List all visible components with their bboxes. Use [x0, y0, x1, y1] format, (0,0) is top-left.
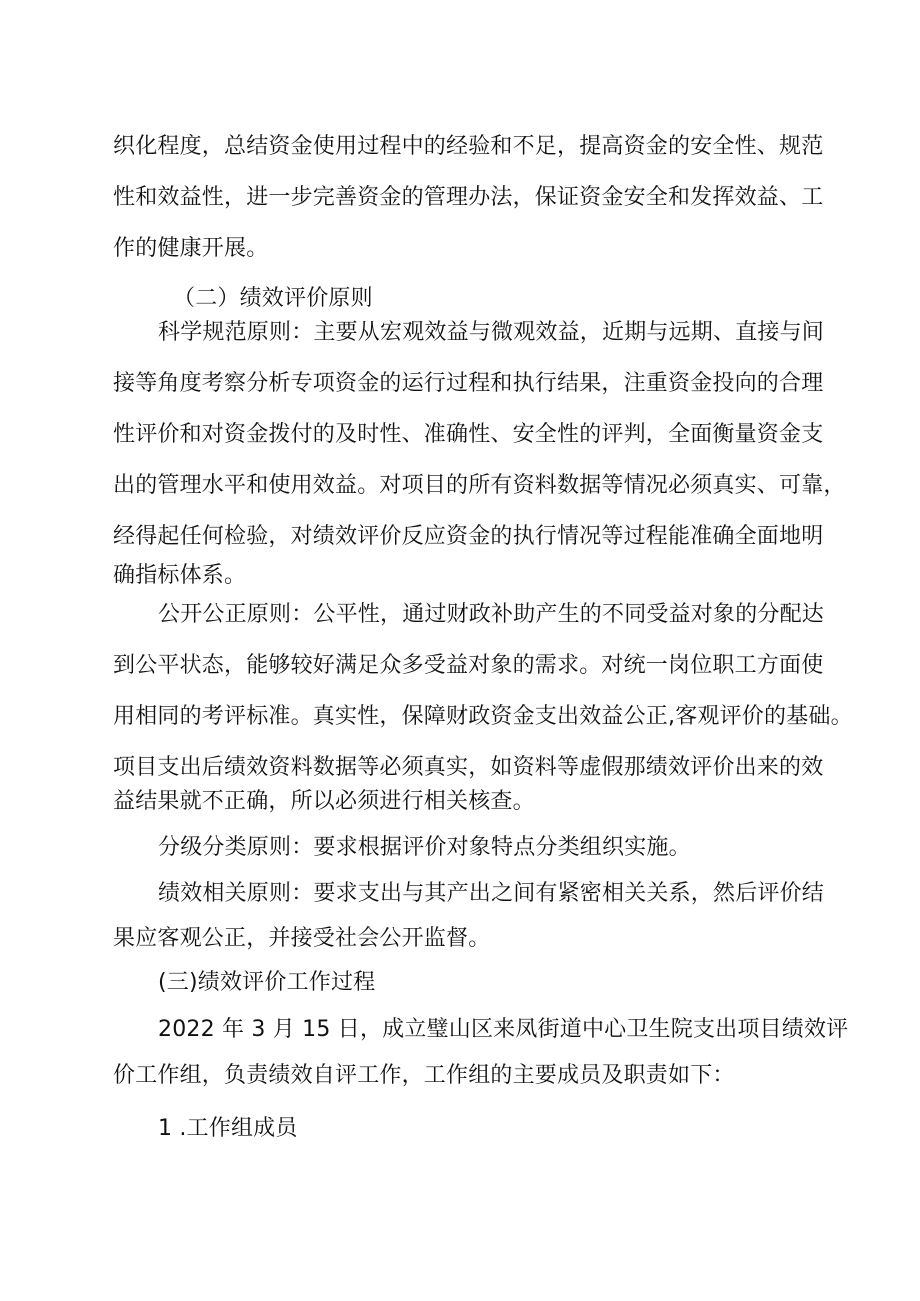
section-heading: (三)绩效评价工作过程	[158, 970, 376, 995]
text-line: 出的管理水平和使用效益。对项目的所有资料数据等情况必须真实、可靠，	[113, 473, 846, 498]
text-line: 价工作组，负责绩效自评工作，工作组的主要成员及职责如下：	[113, 1063, 735, 1088]
text-line: 绩效相关原则：要求支出与其产出之间有紧密相关关系，然后评价结	[158, 881, 825, 906]
text-line: 分级分类原则：要求根据评价对象特点分类组织实施。	[158, 835, 691, 860]
text-line: 性评价和对资金拨付的及时性、准确性、安全性的评判，全面衡量资金支	[113, 422, 824, 447]
text-line: 科学规范原则：主要从宏观效益与微观效益，近期与远期、直接与间	[158, 320, 825, 345]
text-line: 2022 年 3 月 15 日，成立璧山区来凤街道中心卫生院支出项目绩效评	[158, 1017, 849, 1042]
text-line: 接等角度考察分析专项资金的运行过程和执行结果，注重资金投向的合理	[113, 371, 824, 396]
text-line: 织化程度，总结资金使用过程中的经验和不足，提高资金的安全性、规范	[113, 134, 824, 159]
text-line: 到公平状态，能够较好满足众多受益对象的需求。对统一岗位职工方面使	[113, 653, 824, 678]
subsection-heading: 1 .工作组成员	[158, 1116, 298, 1141]
text-line: 确指标体系。	[113, 563, 247, 588]
text-line: 作的健康开展。	[113, 236, 269, 261]
text-line: 经得起任何检验，对绩效评价反应资金的执行情况等过程能准确全面地明	[113, 524, 824, 549]
text-line: 公开公正原则：公平性，通过财政补助产生的不同受益对象的分配达	[158, 602, 825, 627]
text-line: 果应客观公正，并接受社会公开监督。	[113, 926, 491, 951]
text-line: 益结果就不正确，所以必须进行相关核查。	[113, 789, 535, 814]
text-line: 性和效益性，进一步完善资金的管理办法，保证资金安全和发挥效益、工	[113, 185, 824, 210]
text-line: 项目支出后绩效资料数据等必须真实，如资料等虚假那绩效评价出来的效	[113, 755, 824, 780]
text-line: 用相同的考评标准。真实性，保障财政资金支出效益公正,客观评价的基础。	[113, 704, 853, 729]
section-heading: （二）绩效评价原则	[173, 286, 373, 311]
